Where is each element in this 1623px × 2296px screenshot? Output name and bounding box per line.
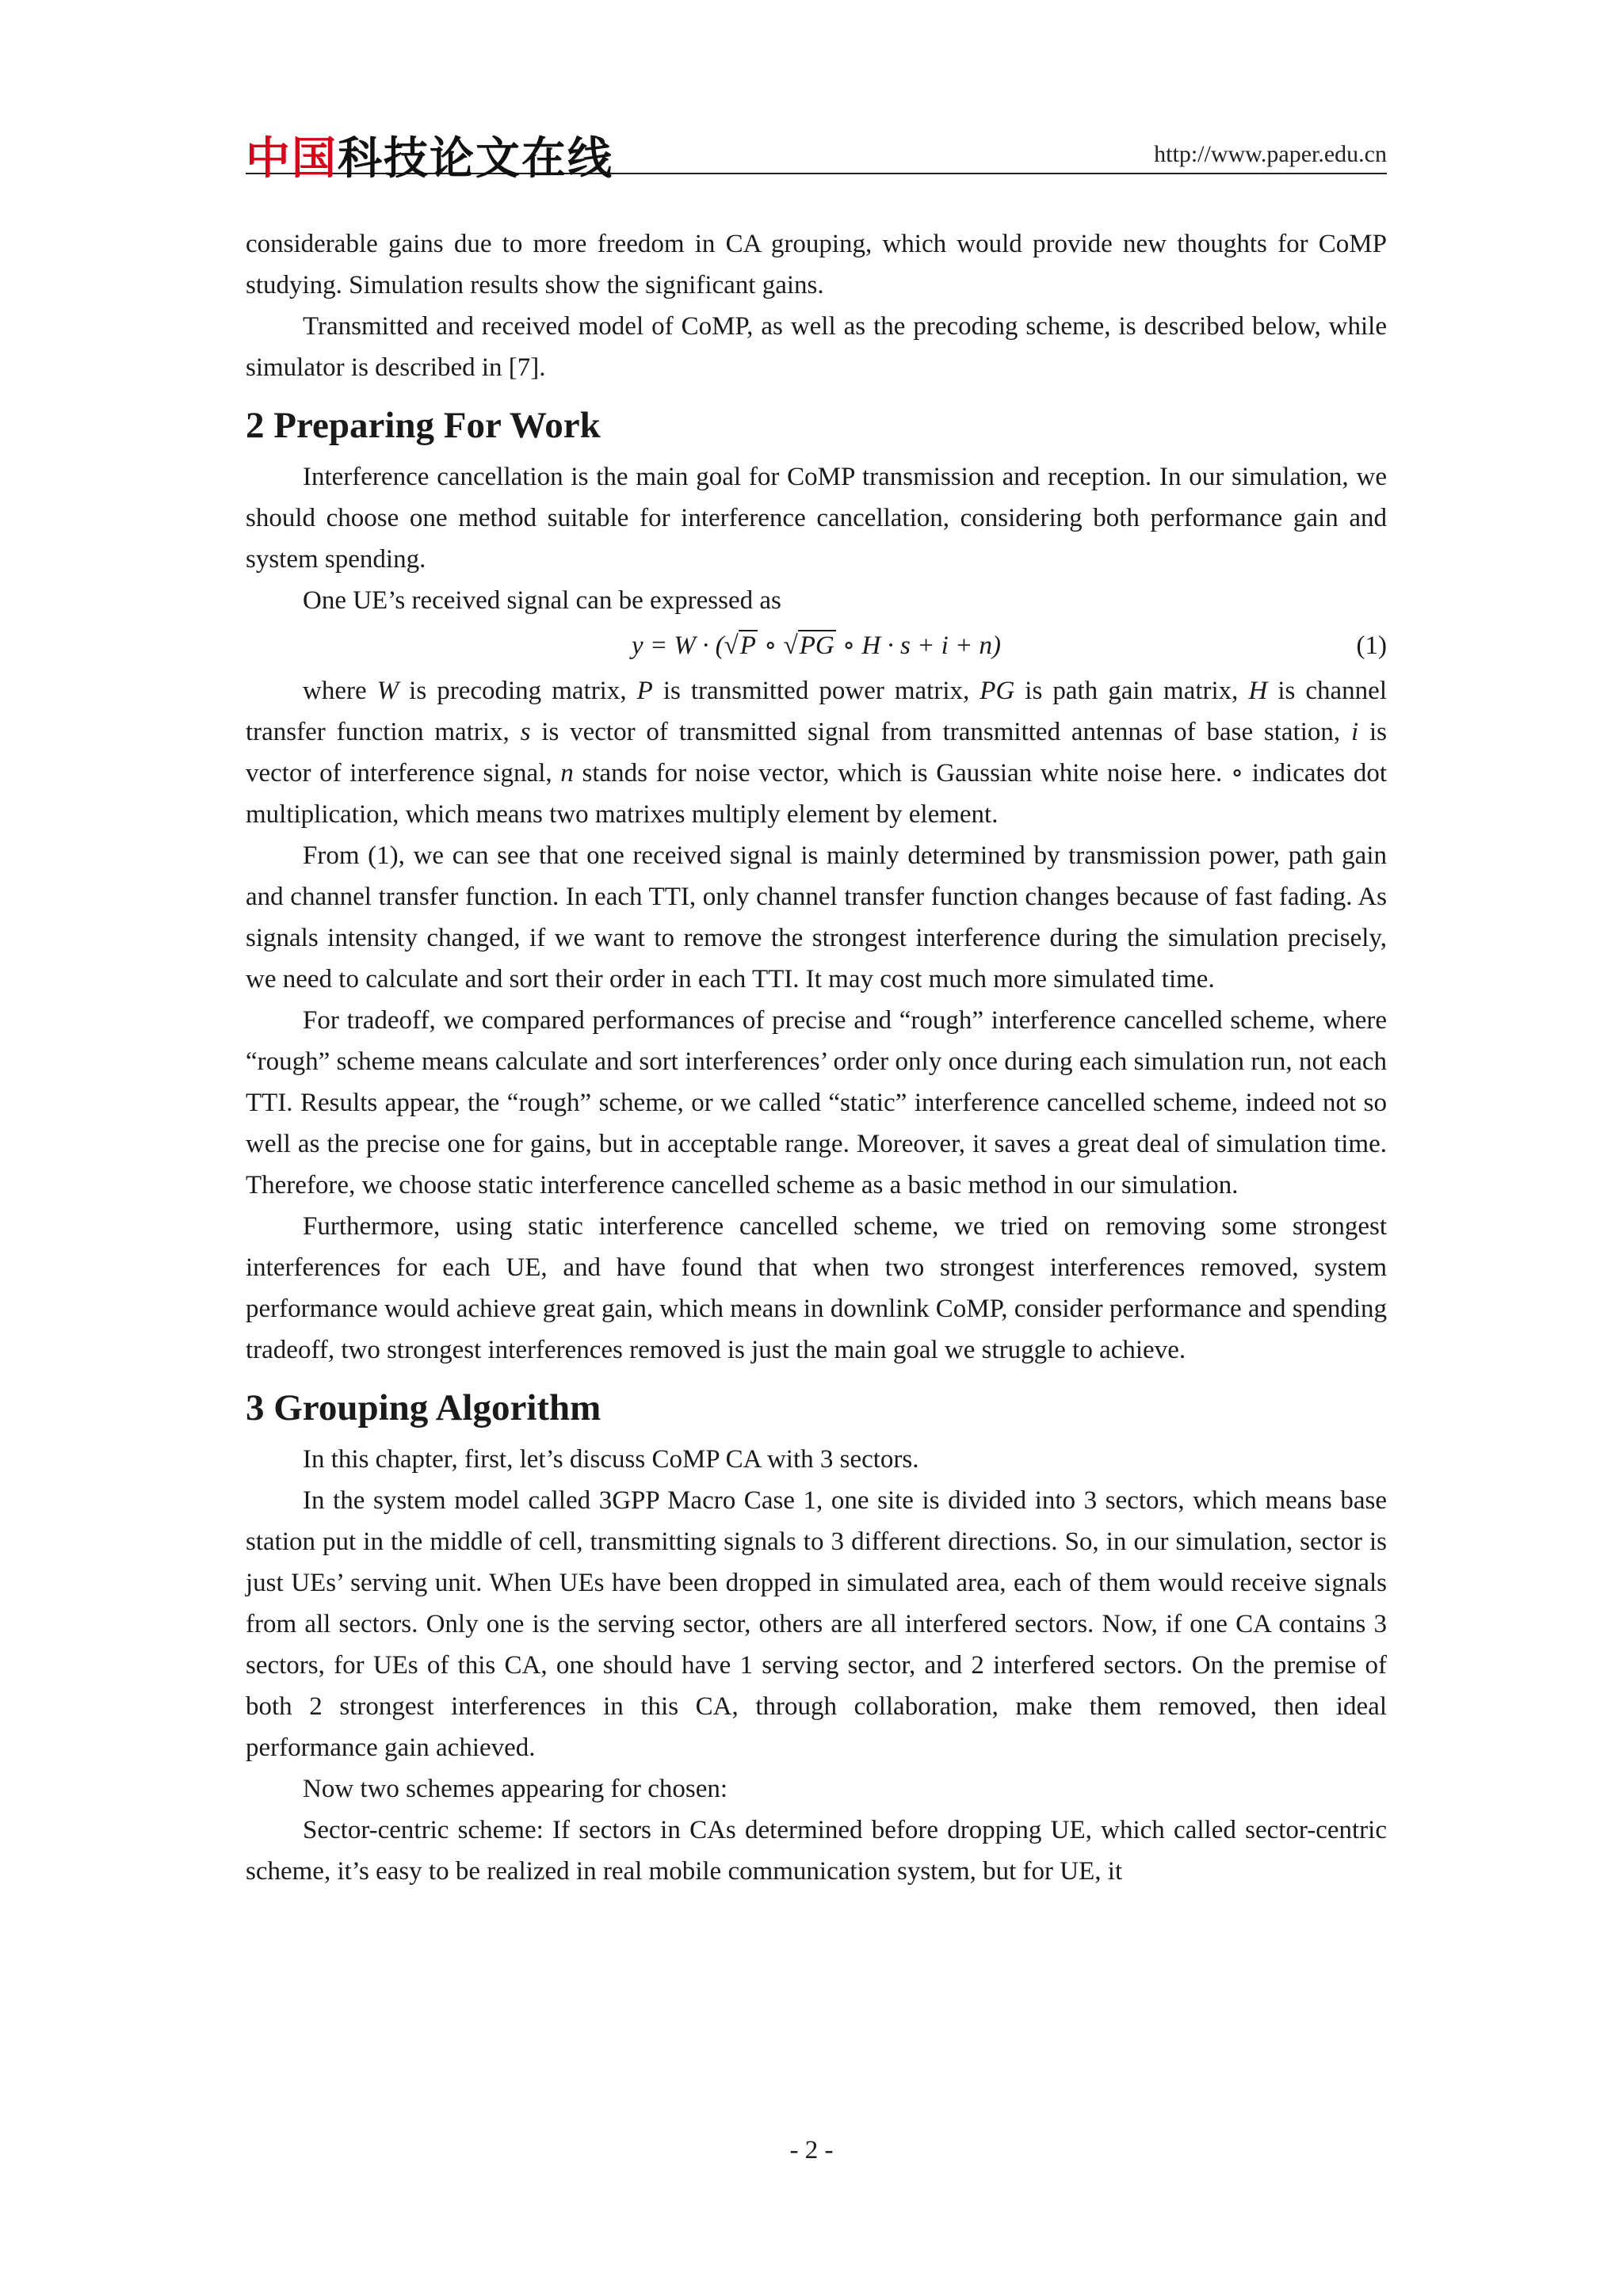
- var-n: n: [560, 759, 574, 788]
- var-w: W: [376, 677, 399, 705]
- equation-lhs: y = W · (: [631, 631, 724, 660]
- var-i: i: [1351, 718, 1359, 746]
- site-logo: [246, 124, 613, 187]
- text-run: is precoding matrix,: [399, 677, 637, 705]
- section-2-paragraph-3: [246, 670, 1387, 835]
- logo-red-text: 中国: [246, 133, 338, 185]
- page-content: [246, 223, 1387, 1892]
- equation-sqrt-pg: PG: [799, 631, 834, 660]
- text-run: is path gain matrix,: [1014, 677, 1249, 705]
- section-2-paragraph-1: Interference cancellation is the main goal for CoMP transmission and reception. In our simulation, we should choose one method suitable for interference cancellation, considering both performance gain and system spending.: [246, 463, 1387, 574]
- section-3-paragraph-3: Now two schemes appearing for chosen:: [303, 1775, 728, 1803]
- equation-body: y = W · (√P ∘ √PG ∘ H · s + i + n): [631, 631, 1002, 660]
- intro-paragraph-1: considerable gains due to more freedom in CA grouping, which would provide new thoughts for CoMP studying. Simulation results show the significant gains.: [246, 230, 1387, 299]
- var-pg: PG: [980, 677, 1015, 705]
- header-url: http://www.paper.edu.cn: [1154, 141, 1387, 167]
- text-run: where: [303, 677, 377, 705]
- var-s: s: [520, 718, 531, 746]
- section-3-paragraph-1: In this chapter, first, let’s discuss CoMP CA with 3 sectors.: [303, 1445, 919, 1474]
- text-run: is vector of transmitted signal from transmitted antennas of base station,: [530, 718, 1351, 746]
- text-run: is vector of interference signal,: [246, 718, 1388, 788]
- equation-op: ∘: [757, 631, 784, 660]
- logo-black-text: 科技论文在线: [338, 133, 613, 185]
- page-header: [246, 117, 1387, 185]
- section-2-paragraph-2: One UE’s received signal can be expressed as: [303, 586, 781, 615]
- section-3-title: 3 Grouping Algorithm: [246, 1387, 601, 1428]
- section-2-paragraph-4: From (1), we can see that one received signal is mainly determined by transmission power, path gain and channel transfer function. In each TTI, only channel transfer function changes because of fast fading. As signals intensity changed, if we want to remove the strongest interference during the simulation precisely, we need to calculate and sort their order in each TTI. It may cost much more simulated time.: [246, 841, 1387, 994]
- var-h: H: [1248, 677, 1268, 705]
- var-p: P: [636, 677, 653, 705]
- text-run: is transmitted power matrix,: [652, 677, 980, 705]
- section-2-paragraph-6: Furthermore, using static interference cancelled scheme, we tried on removing some strongest interferences for each UE, and have found that when two strongest interferences removed, system performance would achieve great gain, which means in downlink CoMP, consider performance and spending tradeoff, two strongest interferences removed is just the main goal we struggle to achieve.: [246, 1212, 1387, 1364]
- section-2-paragraph-5: For tradeoff, we compared performances of precise and “rough” interference cancelled scheme, where “rough” scheme means calculate and sort interferences’ order only once during each simulation run, not each TTI. Results appear, the “rough” scheme, or we called “static” interference cancelled scheme, indeed not so well as the precise one for gains, but in acceptable range. Moreover, it saves a great deal of simulation time. Therefore, we choose static interference cancelled scheme as a basic method in our simulation.: [246, 1006, 1387, 1199]
- section-3-paragraph-4: Sector-centric scheme: If sectors in CAs determined before dropping UE, which called sector-centric scheme, it’s easy to be realized in real mobile communication system, but for UE, it: [246, 1816, 1387, 1886]
- text-run: stands for noise vector, which is Gaussian white noise here. ∘ indicates dot multiplication, which means two matrixes multiply element by element.: [246, 759, 1387, 829]
- equation-number: (1): [1356, 631, 1387, 660]
- section-2-title: 2 Preparing For Work: [246, 405, 601, 446]
- text-run: is channel transfer function matrix,: [246, 677, 1387, 746]
- equation-sqrt-p: P: [739, 631, 756, 660]
- page-number: - 2 -: [789, 2136, 834, 2164]
- equation-rhs: ∘ H · s + i + n): [835, 631, 1002, 660]
- section-3-paragraph-2: In the system model called 3GPP Macro Case 1, one site is divided into 3 sectors, which means base station put in the middle of cell, transmitting signals to 3 different directions. So, in our simulation, sector is just UEs’ serving unit. When UEs have been dropped in simulated area, each of them would receive signals from all sectors. Only one is the serving sector, others are all interfered sectors. Now, if one CA contains 3 sectors, for UEs of this CA, one should have 1 serving sector, and 2 interfered sectors. On the premise of both 2 strongest interferences in this CA, through collaboration, make them removed, then ideal performance gain achieved.: [246, 1486, 1387, 1762]
- intro-paragraph-2: Transmitted and received model of CoMP, as well as the precoding scheme, is described below, while simulator is described in [7].: [246, 312, 1387, 382]
- equation-1: [246, 621, 1387, 670]
